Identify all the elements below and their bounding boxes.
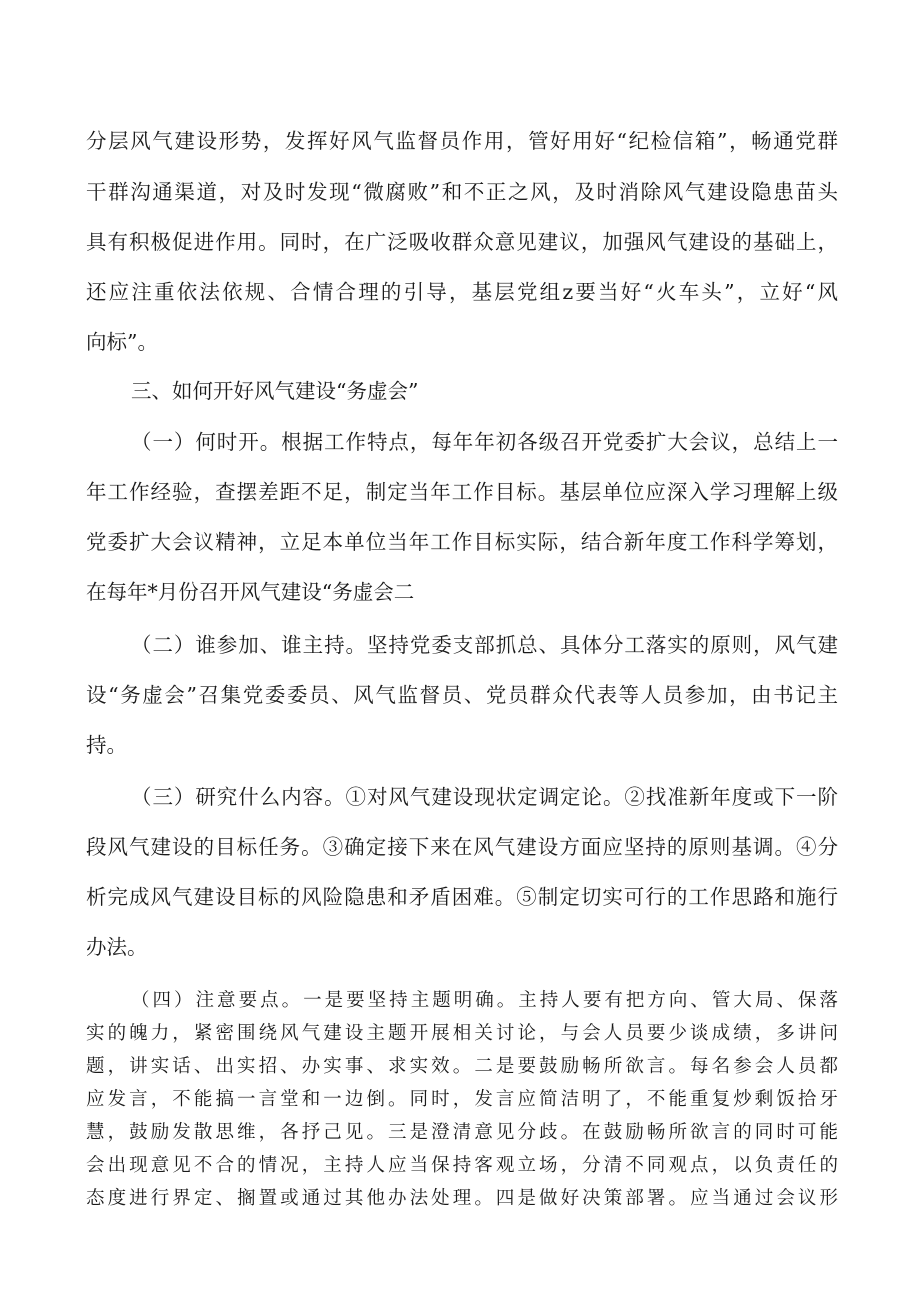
paragraph-4-line-4: 办法。 — [86, 935, 148, 959]
paragraph-3-line-1: （二）谁参加、谁主持。坚持党委支部抓总、具体分工落实的原则，风气建 — [131, 633, 838, 657]
paragraph-5-line-5: 慧，鼓励发散思维，各抒己见。三是澄清意见分歧。在鼓励畅所欲言的同时可能 — [86, 1122, 838, 1143]
paragraph-5-line-3: 题，讲实话、出实招、办实事、求实效。二是要鼓励畅所欲言。每名参会人员都 — [86, 1056, 838, 1077]
paragraph-3-line-3: 持。 — [86, 733, 127, 757]
paragraph-1-line-5: 向标”。 — [86, 330, 158, 354]
paragraph-5-line-1: （四）注意要点。一是要坚持主题明确。主持人要有把方向、管大局、保落 — [131, 990, 838, 1011]
paragraph-5-line-4: 应发言，不能搞一言堂和一边倒。同时，发言应简洁明了，不能重复炒剩饭拾牙 — [86, 1089, 838, 1110]
paragraph-4-line-1: （三）研究什么内容。①对风气建设现状定调定论。②找准新年度或下一阶 — [131, 785, 838, 809]
paragraph-2-line-3: 党委扩大会议精神，立足本单位当年工作目标实际，结合新年度工作科学筹划， — [86, 530, 838, 554]
paragraph-1-line-2: 干群沟通渠道，对及时发现“微腐败”和不正之风，及时消除风气建设隐患苗头 — [86, 180, 838, 204]
paragraph-2-line-4: 在每年*月份召开风气建设“务虚会二 — [86, 580, 415, 604]
paragraph-2-line-1: （一）何时开。根据工作特点，每年年初各级召开党委扩大会议，总结上一 — [131, 430, 838, 454]
paragraph-2-line-2: 年工作经验，查摆差距不足，制定当年工作目标。基层单位应深入学习理解上级 — [86, 480, 838, 504]
paragraph-3-line-2: 设“务虚会”召集党委委员、风气监督员、党员群众代表等人员参加，由书记主 — [86, 683, 838, 707]
paragraph-1-line-1: 分层风气建设形势，发挥好风气监督员作用，管好用好“纪检信箱”，畅通党群 — [86, 129, 838, 153]
paragraph-5-line-7: 态度进行界定、搁置或通过其他办法处理。四是做好决策部署。应当通过会议形 — [86, 1188, 838, 1209]
section-heading: 三、如何开好风气建设“务虚会” — [131, 379, 419, 403]
paragraph-4-line-3: 析完成风气建设目标的风险隐患和矛盾困难。⑤制定切实可行的工作思路和施行 — [86, 885, 838, 909]
paragraph-4-line-2: 段风气建设的目标任务。③确定接下来在风气建设方面应坚持的原则基调。④分 — [86, 835, 838, 859]
paragraph-1-line-4: 还应注重依法依规、合情合理的引导，基层党组z要当好“火车头”，立好“风 — [86, 280, 838, 304]
paragraph-1-line-3: 具有积极促进作用。同时，在广泛吸收群众意见建议，加强风气建设的基础上， — [86, 230, 838, 254]
paragraph-5-line-2: 实的魄力，紧密围绕风气建设主题开展相关讨论，与会人员要少谈成绩，多讲问 — [86, 1023, 838, 1044]
paragraph-5-line-6: 会出现意见不合的情况，主持人应当保持客观立场，分清不同观点，以负责任的 — [86, 1155, 838, 1176]
